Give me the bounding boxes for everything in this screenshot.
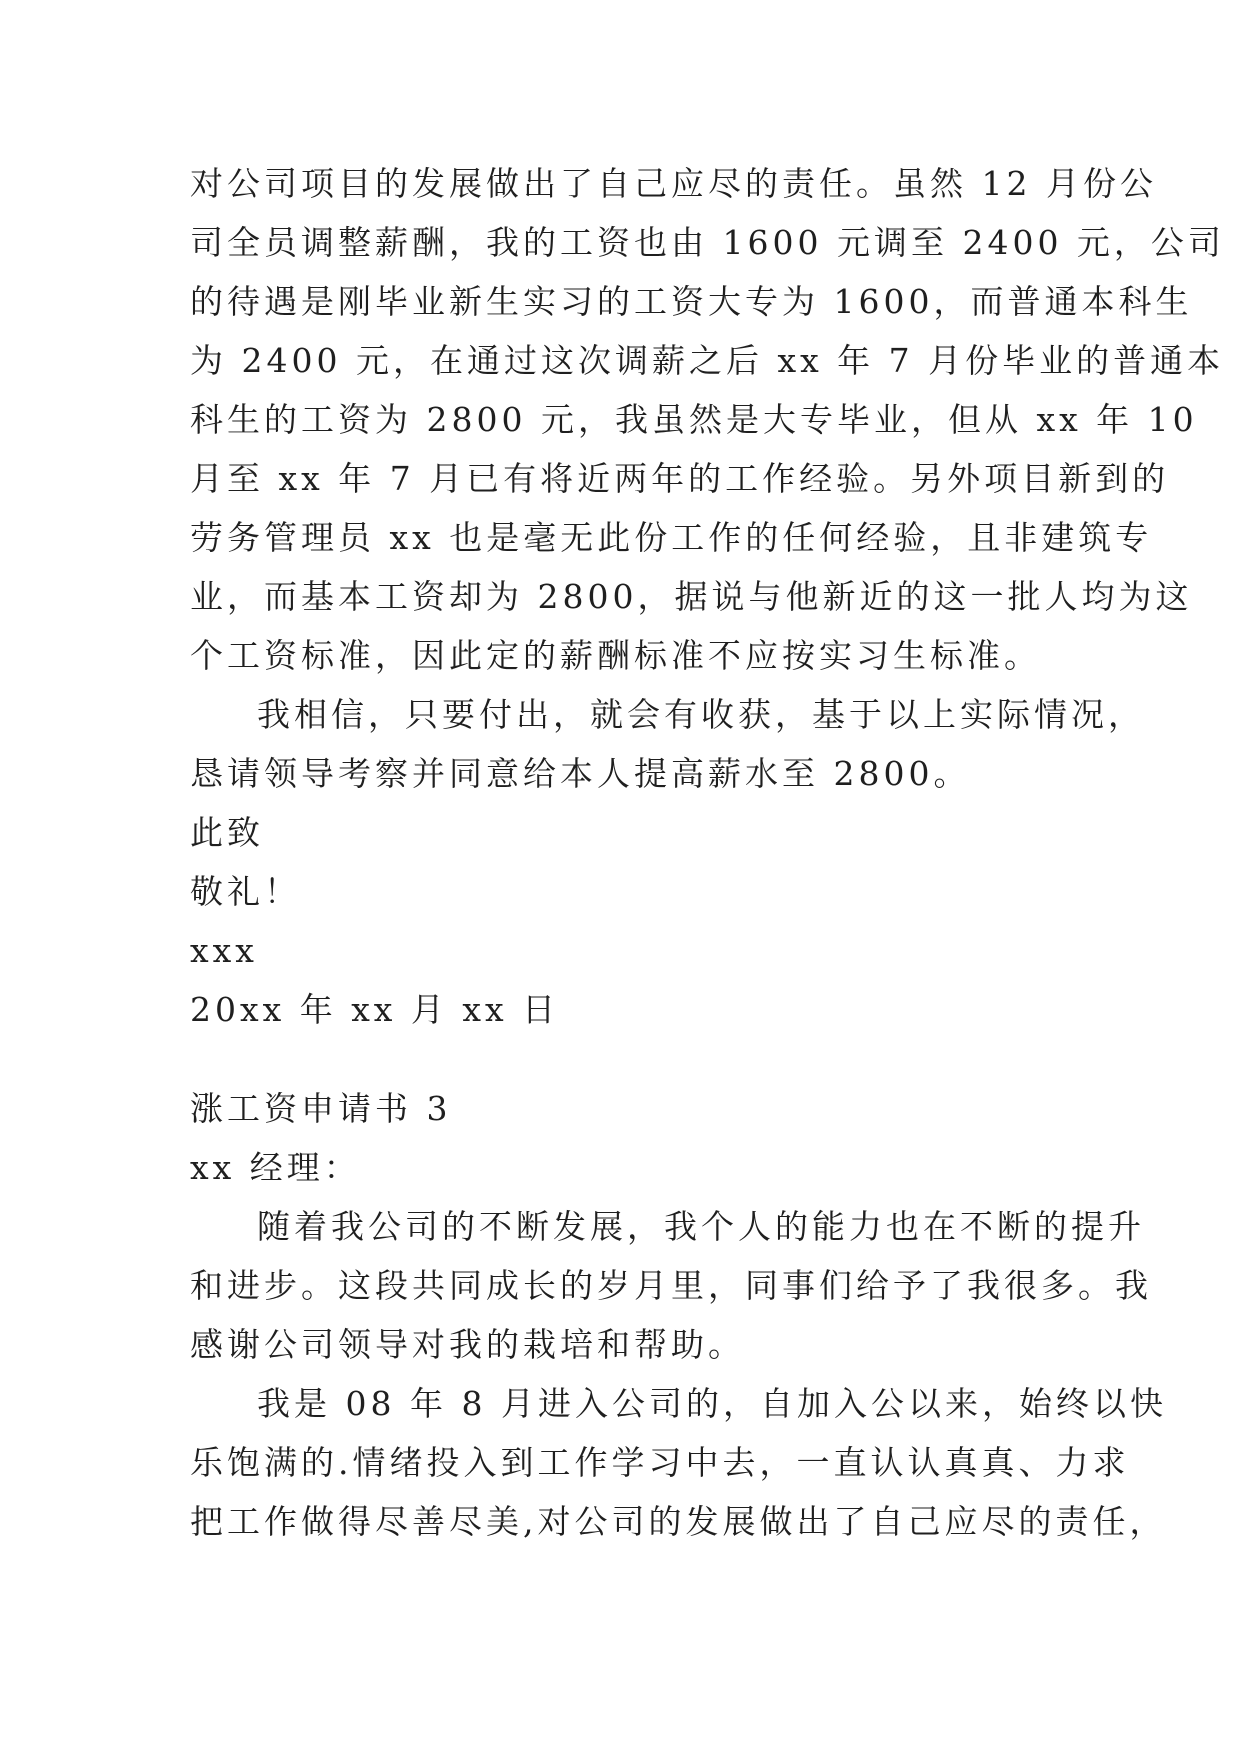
text-line: 科生的工资为 2800 元，我虽然是大专毕业，但从 xx 年 10 xyxy=(190,400,1198,439)
text-line: 司全员调整薪酬，我的工资也由 1600 元调至 2400 元，公司 xyxy=(190,223,1225,262)
text-line: 我是 08 年 8 月进入公司的，自加入公以来，始终以快 xyxy=(257,1384,1167,1423)
text-line: 劳务管理员 xx 也是毫无此份工作的任何经验，且非建筑专 xyxy=(190,518,1153,557)
text-line: 和进步。这段共同成长的岁月里，同事们给予了我很多。我 xyxy=(190,1266,1152,1305)
text-line: 我相信，只要付出，就会有收获，基于以上实际情况， xyxy=(257,695,1145,734)
date: 20xx 年 xx 月 xx 日 xyxy=(190,990,560,1029)
text-line: 的待遇是刚毕业新生实习的工资大专为 1600，而普通本科生 xyxy=(190,282,1193,321)
text-line: 随着我公司的不断发展，我个人的能力也在不断的提升 xyxy=(257,1207,1145,1246)
text-line: 为 2400 元，在通过这次调薪之后 xx 年 7 月份毕业的普通本 xyxy=(190,341,1225,380)
letter2-paragraph-2 xyxy=(190,685,1145,803)
text-line: 业，而基本工资却为 2800，据说与他新近的这一批人均为这 xyxy=(190,577,1193,616)
letter2-paragraph-1 xyxy=(190,154,1225,685)
text-line: 把工作做得尽善尽美,对公司的发展做出了自己应尽的责任， xyxy=(190,1502,1167,1541)
letter3-salutation: xx 经理： xyxy=(190,1148,361,1187)
letter3-title: 涨工资申请书 3 xyxy=(190,1089,452,1128)
text-line: 对公司项目的发展做出了自己应尽的责任。虽然 12 月份公 xyxy=(190,164,1157,203)
letter3-paragraph-1 xyxy=(190,1197,1152,1374)
closing-line-2: 敬礼！ xyxy=(190,872,301,911)
text-line: 感谢公司领导对我的栽培和帮助。 xyxy=(190,1325,745,1364)
signature: xxx xyxy=(190,931,258,970)
text-line: 个工资标准，因此定的薪酬标准不应按实习生标准。 xyxy=(190,636,1041,675)
text-line: 恳请领导考察并同意给本人提高薪水至 2800。 xyxy=(190,754,971,793)
letter3-header xyxy=(190,1079,1060,1197)
text-line: 乐饱满的.情绪投入到工作学习中去，一直认认真真、力求 xyxy=(190,1443,1130,1482)
text-line: 月至 xx 年 7 月已有将近两年的工作经验。另外项目新到的 xyxy=(190,459,1170,498)
letter3-paragraph-2 xyxy=(190,1374,1167,1551)
closing-line-1: 此致 xyxy=(190,813,264,852)
letter2-closing xyxy=(190,803,1060,1039)
